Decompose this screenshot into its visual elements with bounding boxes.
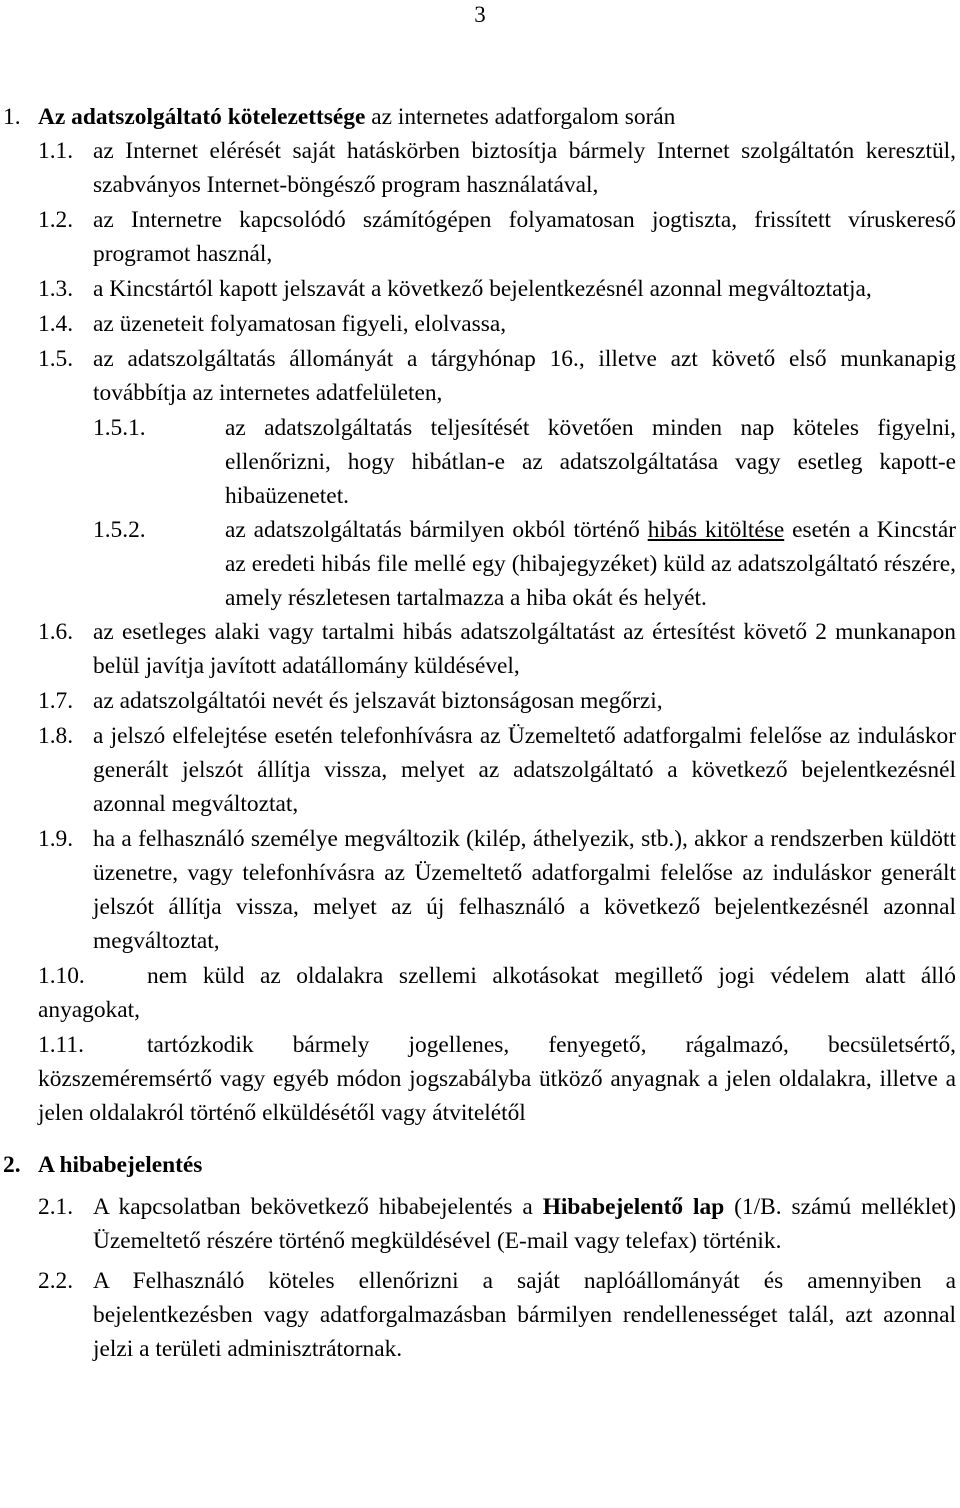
list-item xyxy=(0,307,960,341)
item-number: 1.6. xyxy=(38,619,74,645)
list-item xyxy=(0,203,960,271)
section-title: Az adatszolgáltató kötelezettsége az internetes adatforgalom során xyxy=(38,104,676,130)
list-item xyxy=(0,134,960,202)
item-text: az adatszolgáltatói nevét és jelszavát biztonságosan megőrzi, xyxy=(93,688,663,714)
list-item xyxy=(0,1264,960,1366)
item-text: ha a felhasználó személye megváltozik (kilép, áthelyezik, stb.), akkor a rendszerben küldött üzenetre, vagy telefonhívásra az Üzemeltető adatforgalmi felelőse az induláskor generált jelszót állítja vissza, melyet az új felhasználó a következő bejelentkezésnél azonnal megváltoztat, xyxy=(93,826,956,954)
item-number: 1.8. xyxy=(38,723,74,749)
sub-item-number: 1.5.1. xyxy=(93,415,146,441)
item-number: 2.2. xyxy=(38,1268,74,1294)
section-number: 2. xyxy=(3,1152,21,1178)
item-number: 1.3. xyxy=(38,276,74,302)
list-item xyxy=(0,272,960,306)
item-number: 1.9. xyxy=(38,826,74,852)
underlined-phrase: hibás kitöltése xyxy=(647,517,785,543)
page-number: 3 xyxy=(474,2,486,27)
section-2-heading xyxy=(0,1148,960,1182)
list-item xyxy=(0,684,960,718)
item-number: 1.5. xyxy=(38,346,74,372)
sub-list-item xyxy=(0,411,960,513)
item-number: 1.1. xyxy=(38,138,74,164)
sub-item-number: 1.5.2. xyxy=(93,517,146,543)
item-number: 1.10. xyxy=(38,963,85,989)
item-number: 1.11. xyxy=(38,1032,84,1058)
item-text: az Internet elérését saját hatáskörben biztosítja bármely Internet szolgáltatón keresztül, szabványos Internet-böngésző program használatával, xyxy=(93,138,956,198)
item-number: 1.2. xyxy=(38,207,74,233)
list-item xyxy=(0,822,960,958)
item-text: A Felhasználó köteles ellenőrizni a saját naplóállományát és amennyiben a bejelentkezésben vagy adatforgalmazásban bármilyen rendellenességet talál, azt azonnal jelzi a területi adminisztrátornak. xyxy=(93,1268,956,1362)
item-text: a jelszó elfelejtése esetén telefonhívásra az Üzemeltető adatforgalmi felelőse az induláskor generált jelszót állítja vissza, melyet az adatszolgáltató a következő bejelentkezésnél azonnal megváltoztat, xyxy=(93,723,956,817)
item-text: az Internetre kapcsolódó számítógépen folyamatosan jogtiszta, frissített víruskereső programot használ, xyxy=(93,207,956,267)
list-item xyxy=(0,342,960,410)
item-text: a Kincstártól kapott jelszavát a következő bejelentkezésnél azonnal megváltoztatja, xyxy=(93,276,872,302)
section-number: 1. xyxy=(3,104,21,130)
list-item xyxy=(0,1190,960,1258)
list-item xyxy=(0,1028,960,1130)
item-text: az adatszolgáltatás állományát a tárgyhónap 16., illetve azt követő első munkanapig továbbítja az internetes adatfelületen, xyxy=(93,346,956,406)
list-item xyxy=(0,959,960,1027)
bold-phrase: Hibabejelentő lap xyxy=(542,1194,725,1220)
item-text: nem küld az oldalakra szellemi alkotásokat megillető jogi védelem alatt álló anyagokat, xyxy=(38,963,956,1023)
document-body xyxy=(0,100,960,1367)
section-title: A hibabejelentés xyxy=(38,1152,203,1178)
item-text: az üzeneteit folyamatosan figyeli, elolvassa, xyxy=(93,311,507,337)
sub-list-item xyxy=(0,513,960,615)
item-text: az esetleges alaki vagy tartalmi hibás adatszolgáltatást az értesítést követő 2 munkanapon belül javítja javított adatállomány küldésével, xyxy=(93,619,956,679)
section-1-heading xyxy=(0,100,960,134)
item-number: 1.4. xyxy=(38,311,74,337)
item-number: 1.7. xyxy=(38,688,74,714)
item-number: 2.1. xyxy=(38,1194,74,1220)
item-text: A kapcsolatban bekövetkező hibabejelentés a Hibabejelentő lap (1/B. számú melléklet) Üzemeltető részére történő megküldésével (E-mail vagy telefax) történik. xyxy=(93,1194,956,1254)
list-item xyxy=(0,615,960,683)
list-item xyxy=(0,719,960,821)
item-text: tartózkodik bármely jogellenes, fenyegető, rágalmazó, becsületsértő, közszeméremsértő vagy egyéb módon jogszabályba ütköző anyagnak a jelen oldalakra, illetve a jelen oldalakról történő elküldésétől vagy átvitelétől xyxy=(38,1032,956,1126)
sub-item-text: az adatszolgáltatás bármilyen okból történő hibás kitöltése esetén a Kincstár az eredeti hibás file mellé egy (hibajegyzéket) küld az adatszolgáltató részére, amely részletesen tartalmazza a hiba okát és helyét. xyxy=(225,517,956,611)
sub-item-text: az adatszolgáltatás teljesítését követően minden nap köteles figyelni, ellenőrizni, hogy hibátlan-e az adatszolgáltatása vagy esetleg kapott-e hibaüzenetet. xyxy=(225,415,956,509)
